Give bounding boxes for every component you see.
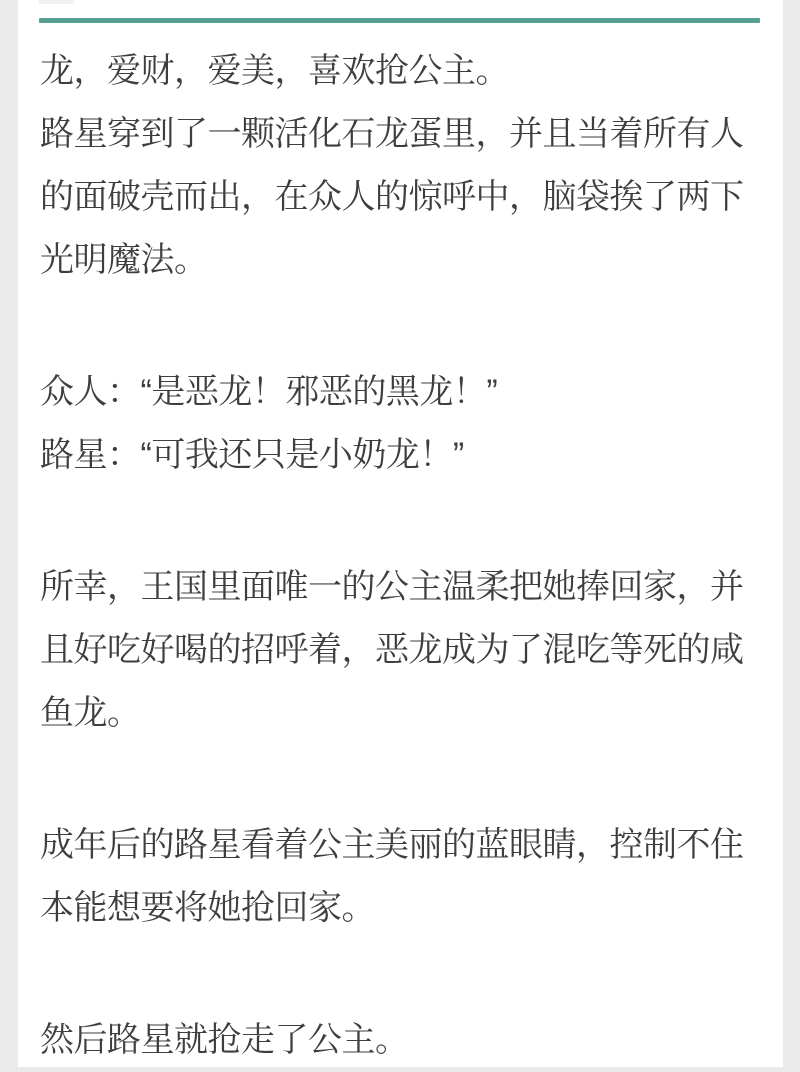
text-line: 的面破壳而出，在众人的惊呼中，脑袋挨了两下 bbox=[40, 178, 744, 216]
text-line: 众人：“是恶龙！邪恶的黑龙！” bbox=[40, 373, 498, 411]
paragraph bbox=[40, 361, 764, 487]
text-line: 然后路星就抢走了公主。 bbox=[40, 1021, 409, 1059]
text-line: 路星：“可我还只是小奶龙！” bbox=[40, 436, 464, 474]
text-line: 本能想要将她抢回家。 bbox=[40, 889, 375, 927]
story-text bbox=[40, 23, 764, 1072]
text-line: 且好吃好喝的招呼着，恶龙成为了混吃等死的咸 bbox=[40, 631, 744, 669]
text-line: 鱼龙。 bbox=[40, 694, 141, 732]
text-line: 龙，爱财，爱美，喜欢抢公主。 bbox=[40, 52, 509, 90]
text-line: 成年后的路星看着公主美丽的蓝眼睛，控制不住 bbox=[40, 826, 744, 864]
text-line: 光明魔法。 bbox=[40, 241, 208, 279]
paragraph bbox=[40, 556, 764, 745]
reader-page bbox=[18, 0, 783, 1067]
text-line: 所幸，王国里面唯一的公主温柔把她捧回家，并 bbox=[40, 568, 744, 606]
paragraph bbox=[40, 814, 764, 940]
paragraph bbox=[40, 40, 764, 292]
clipped-previous-line-remnant bbox=[39, 0, 74, 4]
text-line: 路星穿到了一颗活化石龙蛋里，并且当着所有人 bbox=[40, 115, 744, 153]
paragraph bbox=[40, 1009, 764, 1072]
